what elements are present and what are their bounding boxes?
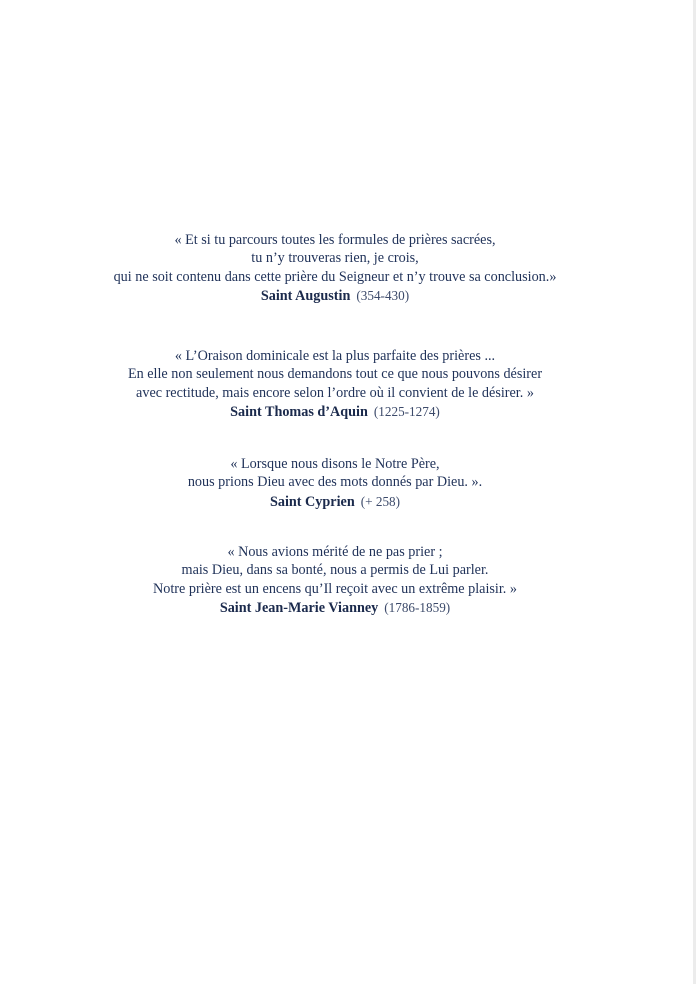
quote-attribution bbox=[0, 402, 670, 422]
quote-attribution bbox=[0, 286, 670, 306]
quote-dates: (1225-1274) bbox=[373, 404, 440, 420]
quote-line: qui ne soit contenu dans cette prière du Seigneur et n’y trouve sa conclusion.» bbox=[113, 268, 557, 285]
quote-vianney bbox=[0, 543, 670, 618]
quote-attribution bbox=[0, 492, 670, 512]
quote-author: Saint Thomas d’Aquin bbox=[230, 404, 368, 421]
quote-line: « Nous avions mérité de ne pas prier ; bbox=[227, 544, 443, 560]
quote-author: Saint Augustin bbox=[260, 288, 351, 305]
quote-cyprien bbox=[0, 455, 670, 512]
quote-line: « Lorsque nous disons le Notre Père, bbox=[230, 456, 440, 472]
quote-thomas-aquin bbox=[0, 347, 670, 422]
quote-line: avec rectitude, mais encore selon l’ordre où il convient de le désirer. » bbox=[136, 384, 534, 401]
quote-attribution bbox=[0, 598, 670, 618]
quote-line: En elle non seulement nous demandons tout ce que nous pouvons désirer bbox=[127, 366, 543, 383]
quote-dates: (+ 258) bbox=[360, 493, 401, 509]
quote-line: Notre prière est un encens qu’Il reçoit avec un extrême plaisir. » bbox=[153, 580, 517, 597]
quote-augustin bbox=[0, 231, 670, 306]
quote-line: tu n’y trouveras rien, je crois, bbox=[251, 250, 419, 267]
quote-line: « Et si tu parcours toutes les formules de prières sacrées, bbox=[174, 232, 496, 248]
quote-line: nous prions Dieu avec des mots donnés par Dieu. ». bbox=[187, 474, 483, 491]
quote-line: mais Dieu, dans sa bonté, nous a permis de Lui parler. bbox=[181, 562, 489, 579]
quote-dates: (1786-1859) bbox=[384, 600, 451, 616]
quote-author: Saint Cyprien bbox=[269, 493, 355, 510]
quote-line: « L’Oraison dominicale est la plus parfaite des prières ... bbox=[174, 348, 496, 364]
quote-dates: (354-430) bbox=[356, 288, 410, 304]
quote-author: Saint Jean-Marie Vianney bbox=[219, 600, 379, 617]
